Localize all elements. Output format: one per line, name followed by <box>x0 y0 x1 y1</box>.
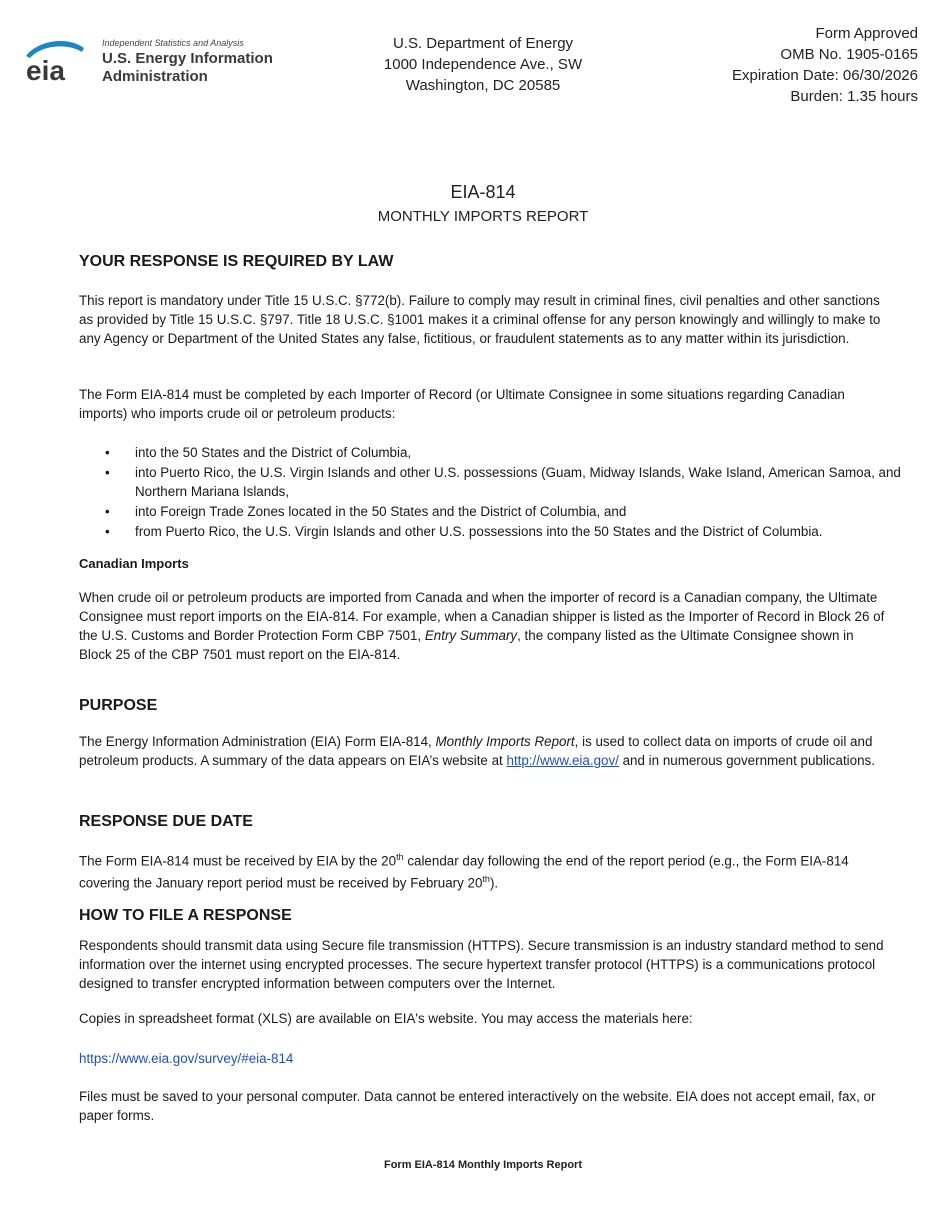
file-paragraph-3: Files must be saved to your personal computer. Data cannot be entered interactively on the website. EIA does not accept email, fax, or paper forms. <box>79 1089 876 1123</box>
section-heading-how-to-file: HOW TO FILE A RESPONSE <box>79 907 292 924</box>
bullet-icon: • <box>105 504 110 519</box>
eia-logo <box>24 36 294 86</box>
list-item-text: from Puerto Rico, the U.S. Virgin Islands and other U.S. possessions into the 50 States and the District of Columbia. <box>135 524 823 539</box>
survey-link-line <box>79 1049 889 1068</box>
form-id: EIA-814 <box>450 182 516 202</box>
logo-mark-text: eia <box>26 55 65 84</box>
list-item <box>105 522 935 541</box>
due-text-b: calendar day following the end of the report period (e.g., the Form EIA-814 covering the January report period must be received by February 20 <box>79 853 849 891</box>
eia-logo-mark <box>24 36 88 84</box>
purpose-text-italic: Monthly Imports Report <box>435 734 575 749</box>
agency-line2: 1000 Independence Ave., SW <box>383 56 583 73</box>
list-item <box>105 502 935 521</box>
subheading-canadian-imports: Canadian Imports <box>79 556 189 571</box>
canadian-text-b: , the company listed as the Ultimate Consignee shown in Block 25 of the CBP 7501 must report on the EIA-814. <box>79 628 854 662</box>
due-sup-1: th <box>396 852 404 862</box>
section-heading-due-date: RESPONSE DUE DATE <box>79 813 253 830</box>
bullet-icon: • <box>105 445 110 460</box>
logo-tagline: Independent Statistics and Analysis <box>102 38 244 48</box>
canadian-text-a: When crude oil or petroleum products are imported from Canada and when the importer of record is a Canadian company, the Ultimate Consignee must report imports on the EIA-814. For example, when a Canadian shipper is listed as the Importer of Record in Block 26 of the U.S. Customs and Border Protection Form CBP 7501, <box>79 590 885 643</box>
file-paragraph-1: Respondents should transmit data using Secure file transmission (HTTPS). Secure transmission is an industry standard method to send information over the internet using encrypted processes. The secure hypertext transfer protocol (HTTPS) is a communications protocol designed to transfer encrypted information between computers over the Internet. <box>79 938 884 991</box>
approval-line1: Form Approved <box>815 25 918 42</box>
agency-address <box>370 33 596 96</box>
law-paragraph-1: This report is mandatory under Title 15 U.S.C. §772(b). Failure to comply may result in criminal fines, civil penalties and other sanctions as provided by Title 15 U.S.C. §797. Title 18 U.S.C. §1001 makes it a criminal offense for any person knowingly and willingly to make to any Agency or Department of the United States any false, fictitious, or fraudulent statements as to any matter within its jurisdiction. <box>79 293 881 346</box>
canadian-paragraph <box>79 588 889 664</box>
survey-link[interactable]: https://www.eia.gov/survey/#eia-814 <box>79 1051 294 1066</box>
list-item <box>105 443 935 462</box>
logo-name-line1: U.S. Energy Information <box>102 50 273 67</box>
import-locations-list <box>79 443 935 542</box>
list-item <box>105 463 935 501</box>
bullet-icon: • <box>105 524 110 539</box>
purpose-text-c: and in numerous government publications. <box>618 753 875 768</box>
canadian-text-italic: Entry Summary <box>424 628 518 643</box>
purpose-paragraph <box>79 732 889 770</box>
logo-name-line2: Administration <box>102 68 208 85</box>
eia-website-link[interactable]: http://www.eia.gov/ <box>506 753 619 768</box>
omb-approval <box>732 23 918 107</box>
page-footer: Form EIA-814 Monthly Imports Report <box>383 1159 583 1171</box>
approval-line4: Burden: 1.35 hours <box>790 88 918 105</box>
due-text-a: The Form EIA-814 must be received by EIA by the 20 <box>79 853 397 869</box>
file-paragraph-2: Copies in spreadsheet format (XLS) are available on EIA's website. You may access the materials here: <box>79 1011 693 1026</box>
bullet-icon: • <box>105 465 110 480</box>
approval-line3: Expiration Date: 06/30/2026 <box>732 67 918 84</box>
form-title: MONTHLY IMPORTS REPORT <box>377 208 589 225</box>
law-paragraph-2: The Form EIA-814 must be completed by each Importer of Record (or Ultimate Consignee in some situations regarding Canadian imports) who imports crude oil or petroleum products: <box>79 387 845 421</box>
due-date-paragraph <box>79 848 889 893</box>
section-heading-law: YOUR RESPONSE IS REQUIRED BY LAW <box>79 253 394 270</box>
list-item-text: into Foreign Trade Zones located in the 50 States and the District of Columbia, and <box>135 504 627 519</box>
purpose-text-b: , is used to collect data on imports of crude oil and petroleum products. A summary of the data appears on EIA’s website at <box>79 734 873 768</box>
due-sup-2: th <box>482 874 490 885</box>
list-item-text: into Puerto Rico, the U.S. Virgin Islands and other U.S. possessions (Guam, Midway Islands, Wake Island, American Samoa, and Northern Mariana Islands, <box>135 465 901 499</box>
list-item-text: into the 50 States and the District of Columbia, <box>135 445 412 460</box>
approval-line2: OMB No. 1905-0165 <box>780 46 918 63</box>
section-heading-purpose: PURPOSE <box>79 697 158 714</box>
purpose-text-a: The Energy Information Administration (EIA) Form EIA-814, <box>79 734 436 749</box>
due-text-c: ). <box>489 875 499 891</box>
agency-line1: U.S. Department of Energy <box>392 35 574 52</box>
agency-line3: Washington, DC 20585 <box>405 77 561 94</box>
